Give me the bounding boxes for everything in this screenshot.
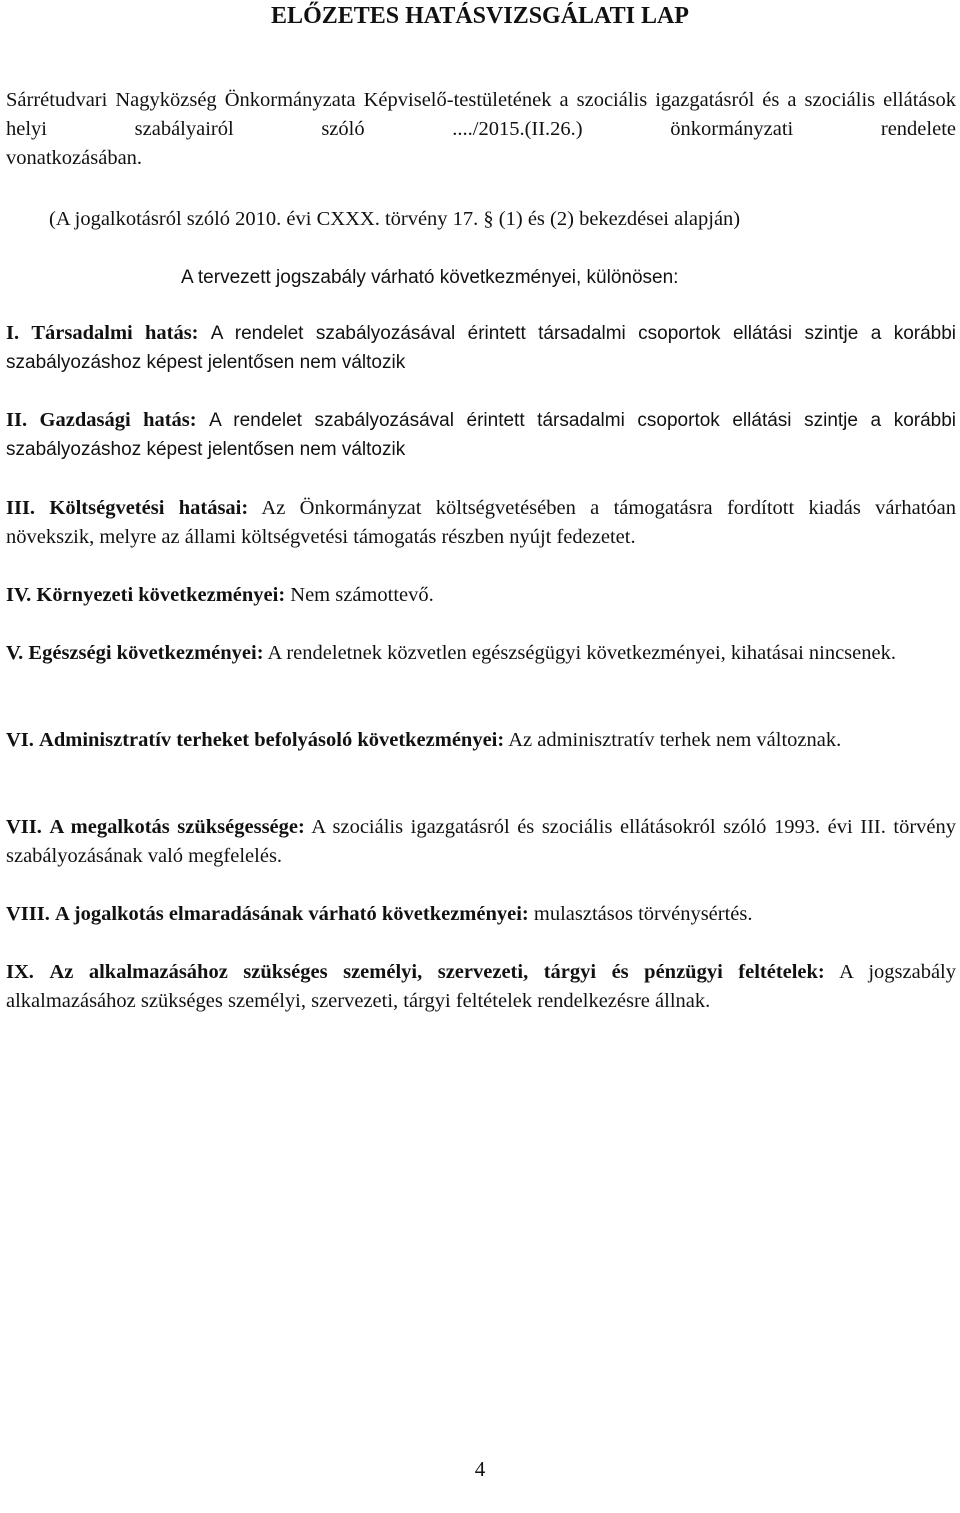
section-heading: Költségvetési hatásai: (49, 497, 249, 519)
intro-line-2: szociális ellátások helyi szabályairól szóló ..../2015.(II.26.) önkormányzati rendelete (6, 89, 957, 140)
section-heading: Egészségi következményei: (28, 642, 264, 664)
section-heading: Gazdasági hatás: (39, 409, 197, 431)
section-social-impact (6, 319, 956, 377)
section-number: IX. (6, 961, 34, 983)
section-body: Nem számottevő. (290, 584, 434, 606)
section-number: III. (6, 497, 36, 519)
section-body: A jogszabály alkalmazásához szükséges személyi, szervezeti, tárgyi feltételek rendelkezésre állnak. (6, 961, 957, 1012)
section-heading: Környezeti következményei: (36, 584, 286, 606)
section-number: II. (6, 409, 28, 431)
intro-line-3: vonatkozásában. (6, 147, 143, 169)
section-omission-consequences (6, 900, 956, 929)
intro-paragraph (6, 86, 956, 144)
section-number: VII. (6, 816, 42, 838)
section-body: Az Önkormányzat költségvetésében a támogatásra fordított kiadás várhatóan növekszik, melyre az állami költségvetési támogatás részben nyújt fedezetet. (6, 497, 956, 548)
page-number: 4 (474, 1457, 486, 1481)
legal-basis: (A jogalkotásról szóló 2010. évi CXXX. törvény 17. § (1) és (2) bekezdései alapján) (49, 208, 741, 230)
section-number: IV. (6, 584, 32, 606)
section-body: Az adminisztratív terhek nem változnak. (508, 729, 842, 751)
section-budget-impact (6, 494, 956, 552)
section-number: VI. (6, 729, 34, 751)
section-heading: A jogalkotás elmaradásának várható következményei: (55, 903, 529, 925)
section-heading: A megalkotás szükségessége: (49, 816, 305, 838)
section-number: VIII. (6, 903, 50, 925)
section-number: I. (6, 322, 20, 344)
section-necessity (6, 813, 956, 871)
section-health (6, 639, 956, 668)
section-administrative (6, 726, 956, 755)
section-number: V. (6, 642, 24, 664)
section-conditions (6, 958, 956, 1016)
section-environmental (6, 581, 956, 610)
section-heading: Adminisztratív terheket befolyásoló következményei: (39, 729, 505, 751)
page-title: ELŐZETES HATÁSVIZSGÁLATI LAP (271, 3, 689, 29)
section-body: A szociális igazgatásról és szociális ellátásokról szóló 1993. évi III. törvény szabályozásának való megfelelés. (6, 816, 957, 867)
section-body: A rendelet szabályozásával érintett társadalmi csoportok ellátási szintje a korábbi szabályozáshoz képest jelentősen nem változik (6, 323, 957, 373)
section-heading: Társadalmi hatás: (31, 322, 199, 344)
section-body: A rendeletnek közvetlen egészségügyi következményei, kihatásai nincsenek. (267, 642, 896, 664)
section-body: A rendelet szabályozásával érintett társadalmi csoportok ellátási szintje a korábbi szabályozáshoz képest jelentősen nem változik (6, 410, 957, 460)
section-body: mulasztásos törvénysértés. (533, 903, 753, 925)
intro-line-1: Sárrétudvari Nagyközség Önkormányzata Képviselő-testületének a szociális igazgatásról és a (6, 89, 797, 111)
subheading: A tervezett jogszabály várható következményei, különösen: (181, 267, 679, 288)
section-economic-impact (6, 406, 956, 464)
section-heading: Az alkalmazásához szükséges személyi, szervezeti, tárgyi és pénzügyi feltételek: (49, 961, 825, 983)
